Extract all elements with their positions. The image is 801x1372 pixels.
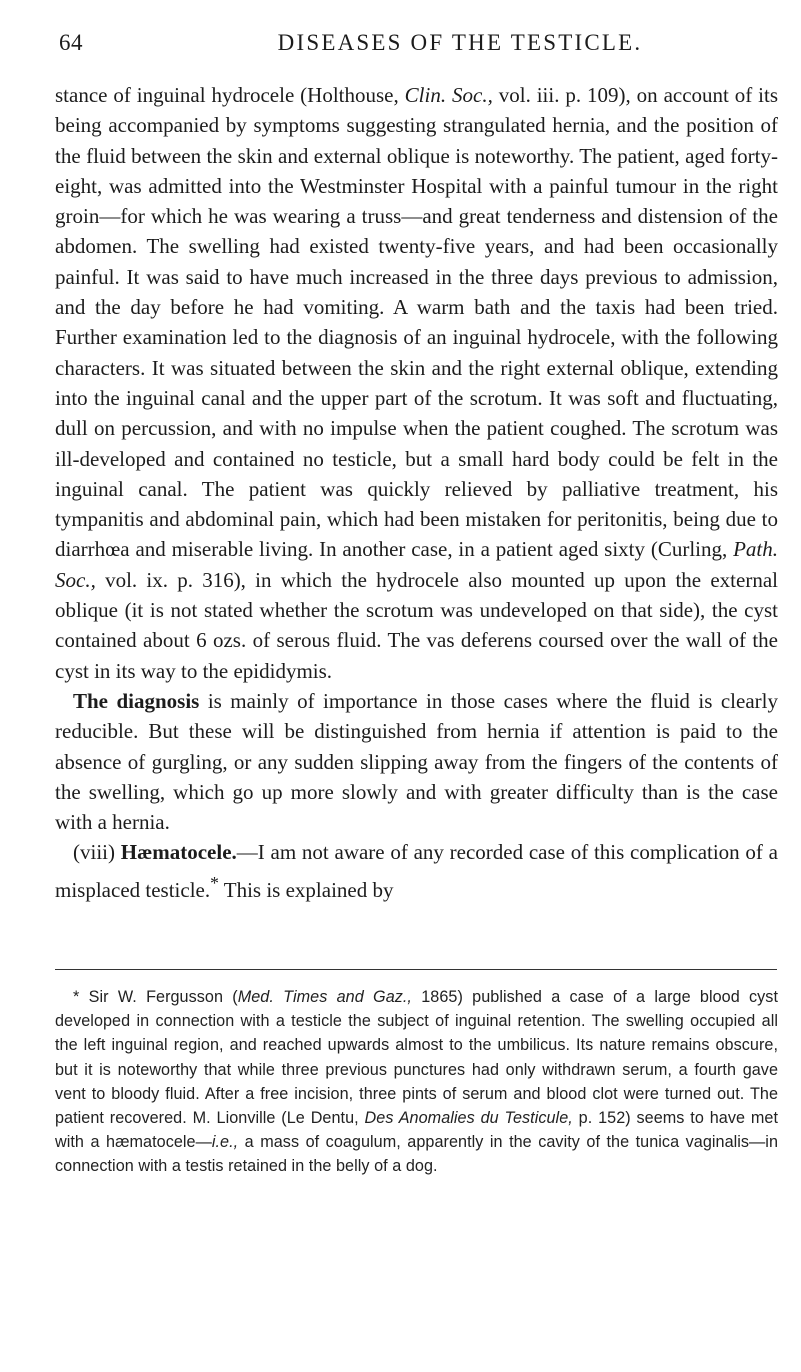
paragraph-inguinal-hydrocele	[55, 80, 778, 686]
text-run: This is explained by	[218, 877, 394, 902]
text-run: vol. iii. p. 109), on account of its being accompanied by symptoms suggesting strangulated hernia, and the position of the fluid between the skin and external oblique is noteworthy. The patient, aged forty-eight, was admitted into the Westminster Hospital with a painful tumour in the right groin—for which he was wearing a truss—and great tenderness and distension of the abdomen. The swelling had existed twenty-five years, and had been occasionally painful. It was said to have much increased in the three days previous to admission, and the day before he had vomiting. A warm bath and the taxis had been tried. Further examination led to the diagnosis of an inguinal hydrocele, with the following characters. It was situated between the skin and the right external oblique, extending into the inguinal canal and the upper part of the scrotum. It was soft and fluctuating, dull on percussion, and with no impulse when the patient coughed. The scrotum was ill-developed and contained no testicle, but a small hard body could be felt in the inguinal canal. The patient was quickly relieved by palliative treatment, his tympanitis and abdominal pain, which had been mistaken for peritonitis, being due to diarrhœa and miserable living. In another case, in a patient aged sixty (Curling,	[55, 83, 779, 562]
paragraph-haematocele	[55, 837, 778, 905]
text-run: —I am not aware of any recorded case of this complication of a misplaced testicle.	[55, 840, 778, 902]
section-number: (viii)	[73, 840, 121, 865]
footnote-divider	[55, 969, 777, 970]
page-title: DISEASES OF THE TESTICLE.	[277, 30, 643, 55]
paragraph-diagnosis	[55, 686, 778, 837]
footnote-text	[55, 985, 778, 1179]
text-run: vol. ix. p. 316), in which the hydrocele also mounted up upon the external oblique (it is not stated whether the scrotum was undeveloped on that side), the cyst contained about 6 ozs. of serous fluid. The vas deferens coursed over the wall of the cyst in its way to the epididymis.	[55, 567, 778, 683]
citation: Des Anomalies du Testicule,	[364, 1109, 573, 1128]
footnote	[55, 985, 778, 1179]
text-run: * Sir W. Fergusson (	[73, 988, 238, 1006]
text-run: p. 152) seems to have met with a hæmatocele—	[55, 1109, 779, 1152]
text-run: 1865) published a case of a large blood cyst developed in connection with a testicle the subject of inguinal retention. The swelling occupied all the left inguinal region, and reached upwards almost to the umbilicus. Its nature remains obscure, but it is noteworthy that while three previous punctures had only withdrawn serum, a fourth gave vent to bloody fluid. After a free incision, three pints of serum and blood clot were turned out. The patient recovered. M. Lionville (Le Dentu,	[55, 988, 778, 1128]
text-run: a mass of coagulum, apparently in the cavity of the tunica vaginalis—in connection with a testis retained in the belly of a dog.	[55, 1133, 778, 1176]
footnote-marker: *	[210, 872, 219, 893]
text-run: is mainly of importance in those cases where the fluid is clearly reducible. But these will be distinguished from hernia if attention is paid to the absence of gurgling, or any sudden slipping away from the fingers of the contents of the swelling, which go up more slowly and with greater difficulty than is the case with a hernia.	[55, 688, 778, 835]
section-heading-haematocele: Hæmatocele.	[120, 840, 237, 865]
page-number: 64	[59, 30, 83, 55]
text-run: stance of inguinal hydrocele (Holthouse,	[55, 83, 405, 107]
abbreviation: i.e.,	[211, 1133, 239, 1152]
citation: Med. Times and Gaz.,	[237, 988, 412, 1006]
body-text	[55, 80, 778, 905]
citation: Path. Soc.,	[55, 537, 778, 592]
section-heading-diagnosis: The diagnosis	[73, 688, 200, 713]
citation: Clin. Soc.,	[404, 83, 493, 107]
running-head	[55, 30, 775, 62]
